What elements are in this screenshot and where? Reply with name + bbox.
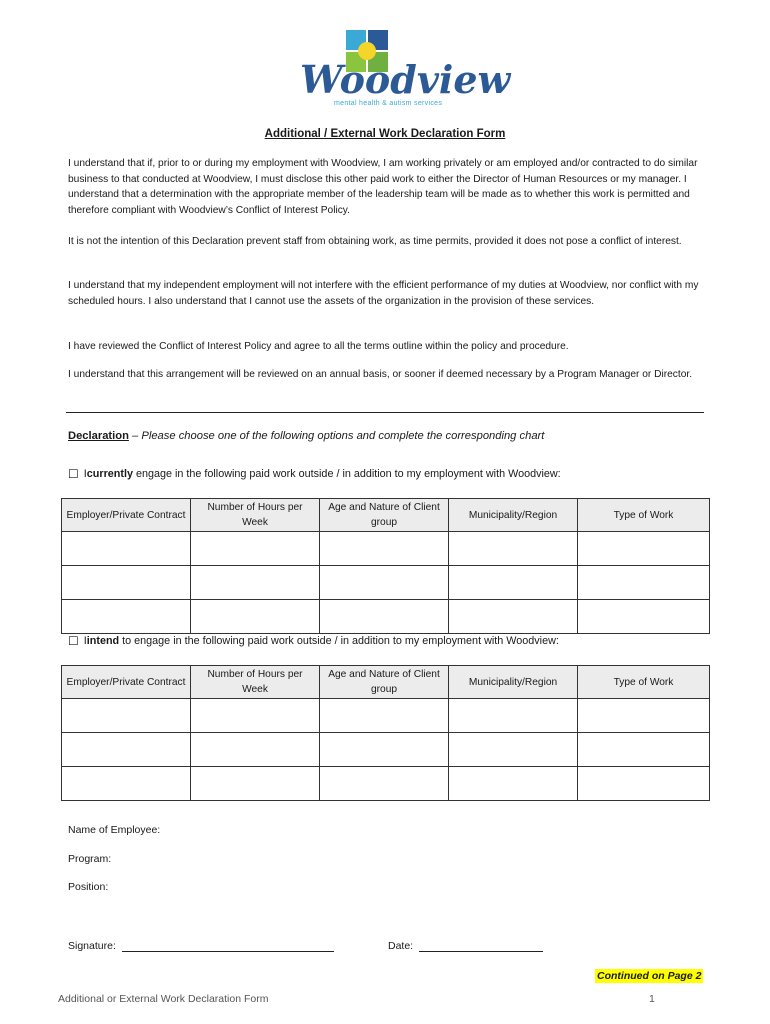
table-cell[interactable] <box>320 699 449 733</box>
checkbox-currently[interactable]: ☐ <box>68 467 79 481</box>
table-cell[interactable] <box>449 699 578 733</box>
table-cell[interactable] <box>578 699 710 733</box>
table-header-row <box>62 499 710 532</box>
col-hours: Number of Hours per Week <box>191 499 320 532</box>
divider <box>66 412 704 413</box>
table-cell[interactable] <box>191 532 320 566</box>
table-cell[interactable] <box>449 733 578 767</box>
option-currently-suffix: engage in the following paid work outside / in addition to my employment with Woodview: <box>132 468 561 480</box>
option-intend-emphasis: intend <box>86 635 120 647</box>
option-intend-suffix: to engage in the following paid work outside / in addition to my employment with Woodview: <box>119 635 559 647</box>
col-employer: Employer/Private Contract <box>62 499 191 532</box>
table-cell[interactable] <box>320 532 449 566</box>
col-type-of-work: Type of Work <box>578 666 710 699</box>
table-cell[interactable] <box>578 600 710 634</box>
option-intend <box>68 634 559 648</box>
table-cell[interactable] <box>191 699 320 733</box>
table-row <box>62 600 710 634</box>
signature-line[interactable] <box>122 941 334 952</box>
table-row <box>62 532 710 566</box>
table-row <box>62 566 710 600</box>
current-work-table <box>61 498 710 634</box>
option-currently <box>68 467 561 481</box>
signature-label: Signature: <box>68 940 116 952</box>
form-title: Additional / External Work Declaration Form <box>264 128 506 140</box>
col-client-group: Age and Nature of Client group <box>320 499 449 532</box>
intended-work-table <box>61 665 710 801</box>
table-cell[interactable] <box>191 600 320 634</box>
col-municipality: Municipality/Region <box>449 499 578 532</box>
declaration-heading <box>68 430 544 442</box>
table-cell[interactable] <box>320 600 449 634</box>
table-cell[interactable] <box>578 566 710 600</box>
table-header-row <box>62 666 710 699</box>
col-hours: Number of Hours per Week <box>191 666 320 699</box>
col-type-of-work: Type of Work <box>578 499 710 532</box>
table-cell[interactable] <box>320 566 449 600</box>
table-cell[interactable] <box>578 532 710 566</box>
table-cell[interactable] <box>320 733 449 767</box>
option-currently-prefix: I <box>83 468 87 480</box>
table-cell[interactable] <box>62 566 191 600</box>
signature-field <box>68 940 334 952</box>
logo-wordmark: Woodview <box>300 57 511 102</box>
col-municipality: Municipality/Region <box>449 666 578 699</box>
paragraph-policy-reviewed: I have reviewed the Conflict of Interest Policy and agree to all the terms outline within the policy and procedure. <box>68 341 569 352</box>
paragraph-annual-review: I understand that this arrangement will be reviewed on an annual basis, or sooner if deemed necessary by a Program Manager or Director. <box>68 369 693 380</box>
footer-title: Additional or External Work Declaration Form <box>58 993 269 1005</box>
table-cell[interactable] <box>449 767 578 801</box>
option-currently-emphasis: currently <box>86 468 133 480</box>
table-cell[interactable] <box>191 733 320 767</box>
paragraph-disclosure: I understand that if, prior to or during my employment with Woodview, I am working privately or am employed and/or contracted to do similar business to that conducted at Woodview, I must disclose this other paid work to either the Director of Human Resources or my manager. I understand that a determination with the appropriate member of the leadership team will be made as to whether this work is permitted and therefore compliant with Woodview’s Conflict of Interest Policy. <box>68 158 698 216</box>
continued-note: Continued on Page 2 <box>597 970 702 982</box>
table-cell[interactable] <box>62 733 191 767</box>
woodview-logo <box>298 28 511 112</box>
logo-tagline: mental health & autism services <box>334 100 443 107</box>
date-label: Date: <box>388 940 414 952</box>
table-cell[interactable] <box>191 767 320 801</box>
declaration-label: Declaration <box>68 430 129 442</box>
col-client-group: Age and Nature of Client group <box>320 666 449 699</box>
col-employer: Employer/Private Contract <box>62 666 191 699</box>
table-row <box>62 733 710 767</box>
date-line[interactable] <box>419 941 543 952</box>
table-cell[interactable] <box>578 733 710 767</box>
table-cell[interactable] <box>578 767 710 801</box>
table-cell[interactable] <box>449 566 578 600</box>
page-number: 1 <box>649 993 655 1005</box>
table-cell[interactable] <box>62 532 191 566</box>
table-row <box>62 699 710 733</box>
program-label: Program: <box>68 853 112 865</box>
table-cell[interactable] <box>191 566 320 600</box>
option-intend-prefix: I <box>83 635 87 647</box>
table-cell[interactable] <box>62 699 191 733</box>
paragraph-independent-employment: I understand that my independent employment will not interfere with the efficient performance of my duties at Woodview, nor conflict with my scheduled hours. I also understand that I cannot use the assets of the organization in the provision of these services. <box>68 280 699 307</box>
table-row <box>62 767 710 801</box>
table-cell[interactable] <box>62 600 191 634</box>
table-cell[interactable] <box>449 532 578 566</box>
checkbox-intend[interactable]: ☐ <box>68 634 79 648</box>
date-field <box>388 940 543 952</box>
declaration-instruction: – Please choose one of the following options and complete the corresponding chart <box>128 430 545 442</box>
position-label: Position: <box>68 881 109 893</box>
employee-name-label: Name of Employee: <box>68 824 161 836</box>
table-cell[interactable] <box>449 600 578 634</box>
table-cell[interactable] <box>62 767 191 801</box>
table-cell[interactable] <box>320 767 449 801</box>
paragraph-intention: It is not the intention of this Declaration prevent staff from obtaining work, as time permits, provided it does not pose a conflict of interest. <box>68 236 682 247</box>
